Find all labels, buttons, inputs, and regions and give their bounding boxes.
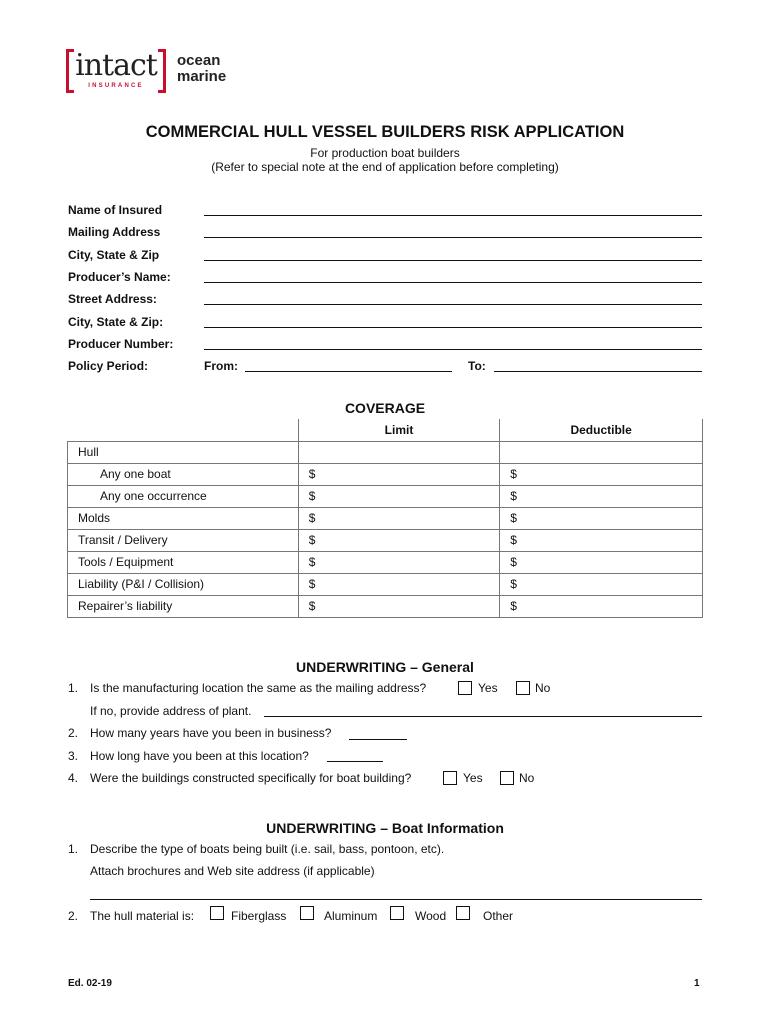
field-line-street-address[interactable] xyxy=(204,304,702,305)
general-q1-yes-label: Yes xyxy=(478,681,498,695)
limit-cell[interactable]: $ xyxy=(298,463,500,485)
boat-q1-text: Describe the type of boats being built (i.e. sail, bass, pontoon, etc). xyxy=(90,842,445,856)
boat-description-line[interactable] xyxy=(90,899,702,900)
coverage-label: Liability (P&I / Collision) xyxy=(68,573,299,595)
limit-cell[interactable]: $ xyxy=(298,529,500,551)
underwriting-boat-heading: UNDERWRITING – Boat Information xyxy=(266,820,504,836)
logo-word: intact xyxy=(75,48,157,83)
coverage-row-hull xyxy=(68,441,703,463)
coverage-header-row xyxy=(68,419,703,441)
general-q2-number: 2. xyxy=(68,726,79,740)
general-q4-no-label: No xyxy=(519,771,535,785)
boat-q2-text: The hull material is: xyxy=(90,909,195,923)
general-q1-sub-text: If no, provide address of plant. xyxy=(90,704,252,718)
fiberglass-label: Fiberglass xyxy=(231,909,287,923)
general-q1-number: 1. xyxy=(68,681,79,695)
other-label: Other xyxy=(483,909,514,923)
aluminum-label: Aluminum xyxy=(324,909,378,923)
field-line-producer-name[interactable] xyxy=(204,282,702,283)
coverage-row-any-one-boat xyxy=(68,463,703,485)
brand-line-2: marine xyxy=(177,68,227,85)
field-label-producer-city-state-zip: City, State & Zip: xyxy=(68,315,164,329)
coverage-label: Repairer’s liability xyxy=(68,595,299,617)
plant-address-line[interactable] xyxy=(264,716,702,717)
underwriting-general-heading: UNDERWRITING – General xyxy=(296,659,474,675)
wood-label: Wood xyxy=(415,909,447,923)
logo-bracket-right xyxy=(158,49,166,93)
general-q2-text: How many years have you been in business? xyxy=(90,726,332,740)
general-q1-text: Is the manufacturing location the same as the mailing address? xyxy=(90,681,427,695)
page-title: COMMERCIAL HULL VESSEL BUILDERS RISK APPLICATION xyxy=(145,123,625,141)
deductible-cell[interactable]: $ xyxy=(500,573,703,595)
limit-cell[interactable] xyxy=(298,441,500,463)
subtitle-2: (Refer to special note at the end of application before completing) xyxy=(211,160,559,174)
policy-to-line[interactable] xyxy=(494,371,702,372)
limit-cell[interactable]: $ xyxy=(298,485,500,507)
coverage-row-repairers-liability xyxy=(68,595,703,617)
deductible-cell[interactable] xyxy=(500,441,703,463)
limit-cell[interactable]: $ xyxy=(298,551,500,573)
coverage-label: Any one occurrence xyxy=(68,485,299,507)
general-q1-no-label: No xyxy=(535,681,551,695)
deductible-cell[interactable]: $ xyxy=(500,551,703,573)
other-checkbox[interactable] xyxy=(456,906,470,920)
fiberglass-checkbox[interactable] xyxy=(210,906,224,920)
page-number: 1 xyxy=(694,978,700,989)
general-q4-yes-checkbox[interactable] xyxy=(443,771,457,785)
coverage-label: Molds xyxy=(68,507,299,529)
field-line-producer-number[interactable] xyxy=(204,349,702,350)
general-q1-no-checkbox[interactable] xyxy=(516,681,530,695)
brand-name xyxy=(177,53,226,85)
edition-label: Ed. 02-19 xyxy=(68,978,112,989)
policy-to-label: To: xyxy=(468,359,486,373)
coverage-row-liability xyxy=(68,573,703,595)
deductible-cell[interactable]: $ xyxy=(500,595,703,617)
coverage-label: Tools / Equipment xyxy=(68,551,299,573)
field-label-street-address: Street Address: xyxy=(68,292,157,306)
field-line-city-state-zip[interactable] xyxy=(204,260,702,261)
coverage-table xyxy=(67,419,703,618)
general-q3-text: How long have you been at this location? xyxy=(90,749,309,763)
deductible-cell[interactable]: $ xyxy=(500,529,703,551)
field-line-producer-city-state-zip[interactable] xyxy=(204,327,702,328)
logo-bracket-left xyxy=(66,49,74,93)
coverage-row-molds xyxy=(68,507,703,529)
deductible-column-header: Deductible xyxy=(500,419,703,441)
general-q4-no-checkbox[interactable] xyxy=(500,771,514,785)
coverage-row-any-one-occurrence xyxy=(68,485,703,507)
policy-from-line[interactable] xyxy=(245,371,452,372)
field-label-city-state-zip: City, State & Zip xyxy=(68,248,160,262)
years-in-business-line[interactable] xyxy=(349,739,407,740)
aluminum-checkbox[interactable] xyxy=(300,906,314,920)
field-label-producer-name: Producer’s Name: xyxy=(68,270,171,284)
wood-checkbox[interactable] xyxy=(390,906,404,920)
coverage-label: Any one boat xyxy=(68,463,299,485)
general-q3-number: 3. xyxy=(68,749,79,763)
policy-from-label: From: xyxy=(204,359,238,373)
limit-cell[interactable]: $ xyxy=(298,595,500,617)
field-line-name-of-insured[interactable] xyxy=(204,215,702,216)
coverage-row-tools-equipment xyxy=(68,551,703,573)
boat-q1-sub-text: Attach brochures and Web site address (if applicable) xyxy=(90,864,375,878)
limit-column-header: Limit xyxy=(298,419,500,441)
years-at-location-line[interactable] xyxy=(327,761,383,762)
field-label-mailing-address: Mailing Address xyxy=(68,225,161,239)
deductible-cell[interactable]: $ xyxy=(500,507,703,529)
general-q1-yes-checkbox[interactable] xyxy=(458,681,472,695)
deductible-cell[interactable]: $ xyxy=(500,485,703,507)
general-q4-text: Were the buildings constructed specifically for boat building? xyxy=(90,771,412,785)
limit-cell[interactable]: $ xyxy=(298,507,500,529)
general-q4-number: 4. xyxy=(68,771,79,785)
limit-cell[interactable]: $ xyxy=(298,573,500,595)
field-line-mailing-address[interactable] xyxy=(204,237,702,238)
field-label-name-of-insured: Name of Insured xyxy=(68,203,163,217)
intact-logo xyxy=(66,49,166,95)
subtitle-1: For production boat builders xyxy=(310,146,460,160)
coverage-label: Transit / Delivery xyxy=(68,529,299,551)
brand-line-1: ocean xyxy=(177,52,221,69)
coverage-heading: COVERAGE xyxy=(344,400,426,416)
logo-subtitle: INSURANCE xyxy=(88,83,144,89)
boat-q1-number: 1. xyxy=(68,842,79,856)
coverage-label: Hull xyxy=(68,441,299,463)
field-label-policy-period: Policy Period: xyxy=(68,359,149,373)
field-label-producer-number: Producer Number: xyxy=(68,337,174,351)
boat-q2-number: 2. xyxy=(68,909,79,923)
deductible-cell[interactable]: $ xyxy=(500,463,703,485)
coverage-row-transit-delivery xyxy=(68,529,703,551)
coverage-header-blank xyxy=(68,419,299,441)
general-q4-yes-label: Yes xyxy=(463,771,483,785)
